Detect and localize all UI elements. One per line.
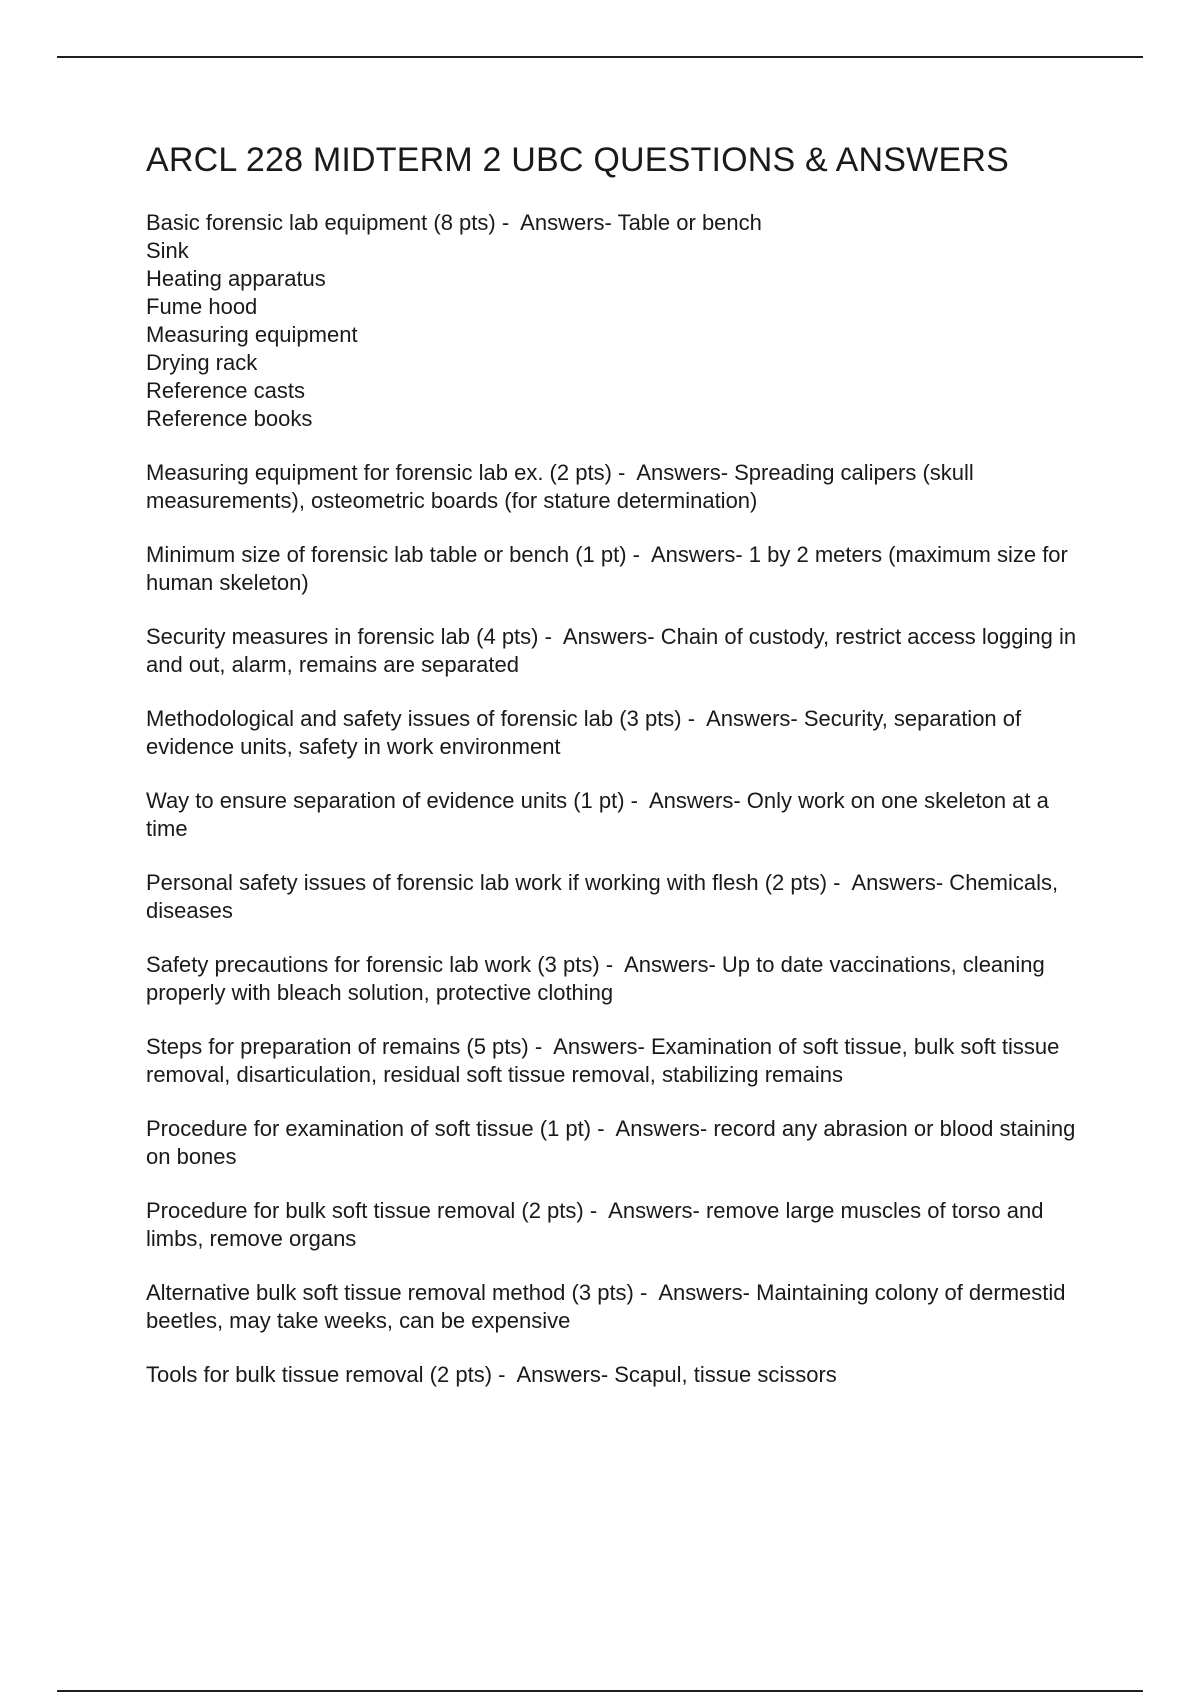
- document-title: ARCL 228 MIDTERM 2 UBC QUESTIONS & ANSWERS: [146, 141, 1009, 179]
- qa-item-soft-tissue-exam: Procedure for examination of soft tissue (1 pt) - Answers- record any abrasion or blood staining on bones: [146, 1115, 1082, 1169]
- qa-item-evidence-separation: Way to ensure separation of evidence units (1 pt) - Answers- Only work on one skeleton at a time: [146, 787, 1055, 841]
- top-divider: [57, 56, 1143, 58]
- qa-item-methodological-issues: Methodological and safety issues of forensic lab (3 pts) - Answers- Security, separation of evidence units, safety in work environment: [146, 705, 1028, 759]
- qa-item-bulk-removal: Procedure for bulk soft tissue removal (2 pts) - Answers- remove large muscles of torso and limbs, remove organs: [146, 1197, 1050, 1251]
- qa-item-safety-precautions: Safety precautions for forensic lab work (3 pts) - Answers- Up to date vaccinations, cleaning properly with bleach solution, protective clothing: [146, 951, 1051, 1005]
- qa-item-personal-safety: Personal safety issues of forensic lab work if working with flesh (2 pts) - Answers- Chemicals, diseases: [146, 869, 1065, 923]
- qa-item-table-size: Minimum size of forensic lab table or bench (1 pt) - Answers- 1 by 2 meters (maximum size for human skeleton): [146, 541, 1074, 595]
- qa-item-equipment: Basic forensic lab equipment (8 pts) - Answers- Table or bench Sink Heating apparatus Fume hood Measuring equipment Drying rack Reference casts Reference books: [146, 209, 762, 431]
- document-body: [146, 140, 1096, 1415]
- bottom-divider: [57, 1690, 1143, 1692]
- qa-item-measuring-equipment: Measuring equipment for forensic lab ex. (2 pts) - Answers- Spreading calipers (skull measurements), osteometric boards (for stature determination): [146, 459, 980, 513]
- qa-item-preparation-steps: Steps for preparation of remains (5 pts) - Answers- Examination of soft tissue, bulk soft tissue removal, disarticulation, residual soft tissue removal, stabilizing remains: [146, 1033, 1066, 1087]
- qa-list: [146, 209, 1096, 1389]
- qa-item-removal-tools: Tools for bulk tissue removal (2 pts) - Answers- Scapul, tissue scissors: [146, 1361, 837, 1387]
- qa-item-alternative-removal: Alternative bulk soft tissue removal method (3 pts) - Answers- Maintaining colony of dermestid beetles, may take weeks, can be expensive: [146, 1279, 1072, 1333]
- qa-item-security-measures: Security measures in forensic lab (4 pts) - Answers- Chain of custody, restrict access logging in and out, alarm, remains are separated: [146, 623, 1083, 677]
